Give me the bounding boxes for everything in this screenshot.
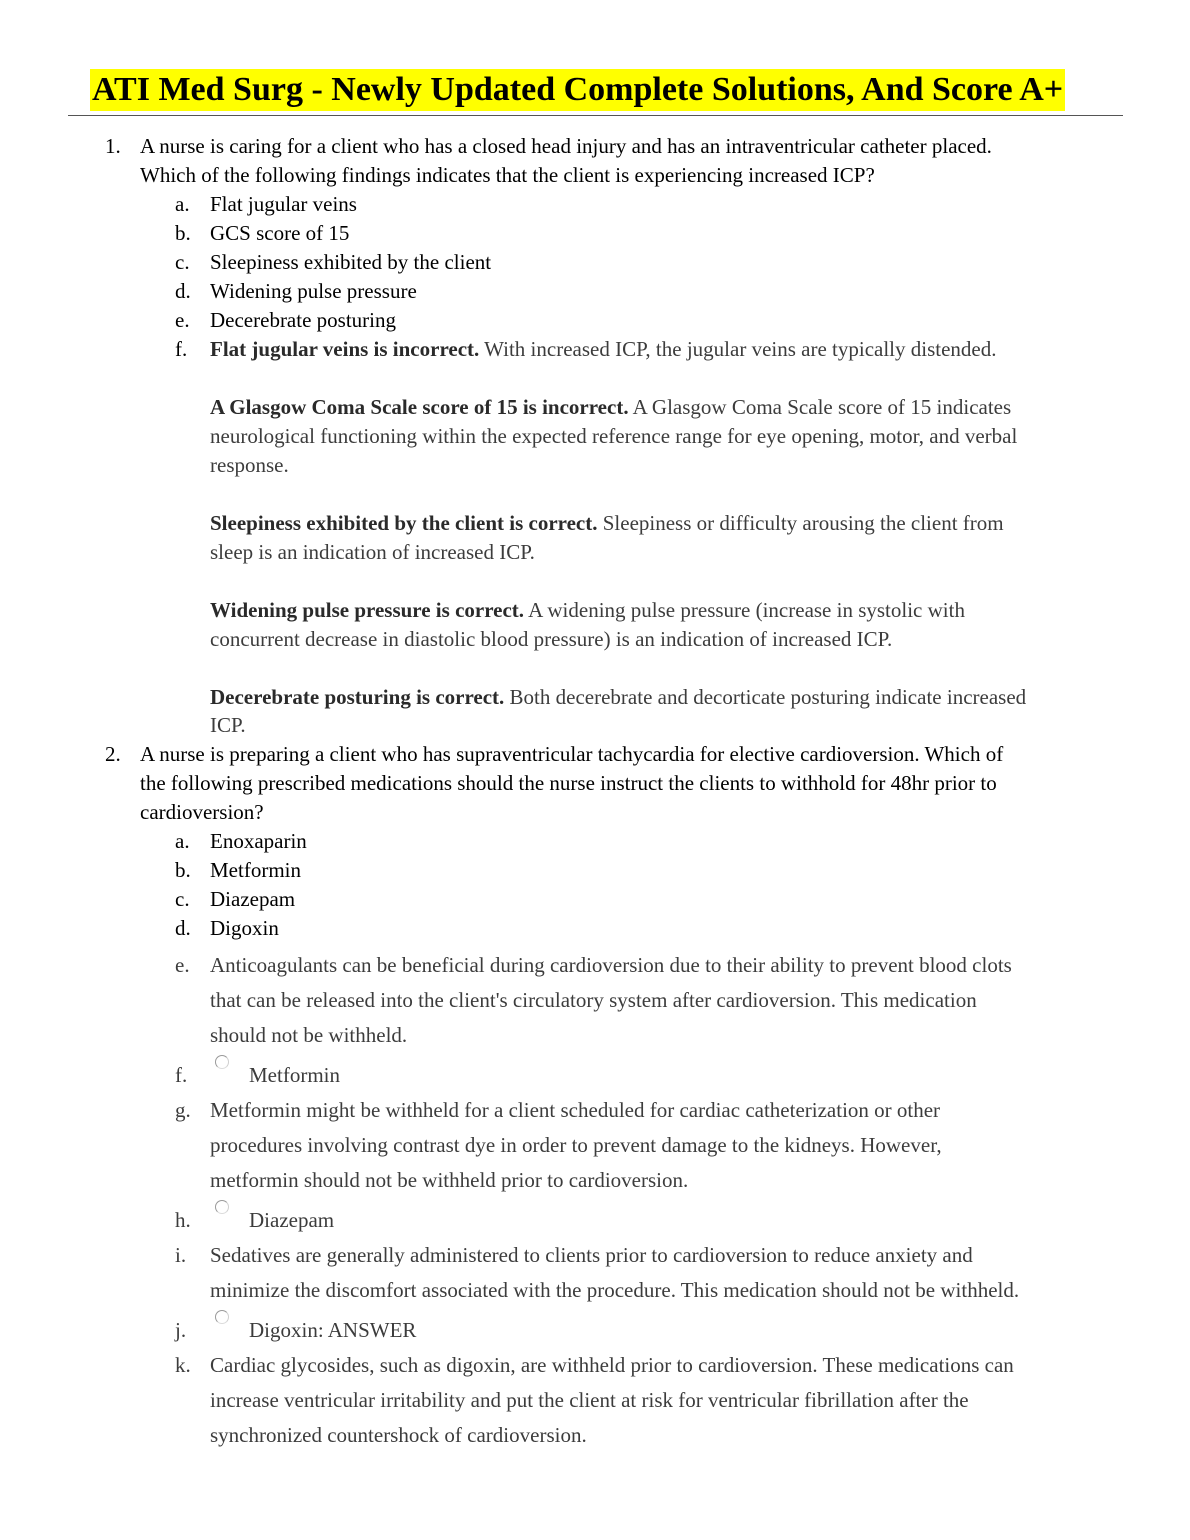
radio-icon [215, 1055, 229, 1069]
question-stem-line: A nurse is caring for a client who has a closed head injury and has an intraventricular catheter placed. [140, 134, 992, 158]
option-text: Flat jugular veins [210, 192, 357, 216]
explanation-text: should not be withheld. [210, 1023, 408, 1047]
option-text: Diazepam [210, 887, 296, 911]
explanation-text: increase ventricular irritability and put the client at risk for ventricular fibrillation after the [210, 1388, 969, 1412]
answer-choice-text: Digoxin: ANSWER [249, 1318, 417, 1342]
option-letter: c. [175, 887, 190, 911]
rationale-verdict: Sleepiness exhibited by the client is correct. [210, 511, 598, 535]
answer-choice-text: Diazepam [249, 1208, 335, 1232]
rationale-line [210, 683, 1026, 711]
question-stem-line: Which of the following findings indicates that the client is experiencing increased ICP? [140, 163, 875, 187]
rationale-line [210, 393, 1011, 421]
option-text: Enoxaparin [210, 829, 307, 853]
question-number: 1. [105, 134, 121, 158]
rationale-text: response. [210, 453, 289, 477]
rationale-verdict: Decerebrate posturing is correct. [210, 685, 505, 709]
option-letter: d. [175, 916, 191, 940]
rationale-text: sleep is an indication of increased ICP. [210, 540, 535, 564]
rationale-letter: f. [175, 337, 188, 361]
option-text: Decerebrate posturing [210, 308, 396, 332]
option-letter: b. [175, 221, 191, 245]
question-stem-line: the following prescribed medications should the nurse instruct the clients to withhold for 48hr prior to [140, 771, 997, 795]
title-divider [68, 115, 1123, 116]
explanation-text: that can be released into the client's circulatory system after cardioversion. This medication [210, 988, 977, 1012]
rationale-text: neurological functioning within the expected reference range for eye opening, motor, and verbal [210, 424, 1018, 448]
explanation-text: synchronized countershock of cardioversion. [210, 1423, 587, 1447]
explanation-text: procedures involving contrast dye in order to prevent damage to the kidneys. However, [210, 1133, 942, 1157]
explanation-text: metformin should not be withheld prior to cardioversion. [210, 1168, 689, 1192]
option-letter: a. [175, 829, 190, 853]
rationale-verdict: Flat jugular veins is incorrect. [210, 337, 480, 361]
rationale-text: Both decerebrate and decorticate posturing indicate increased [504, 685, 1027, 709]
option-letter: b. [175, 858, 191, 882]
rationale-text: concurrent decrease in diastolic blood pressure) is an indication of increased ICP. [210, 627, 893, 651]
explanation-text: Sedatives are generally administered to clients prior to cardioversion to reduce anxiety and [210, 1243, 973, 1267]
item-letter: h. [175, 1208, 191, 1232]
option-letter: c. [175, 250, 190, 274]
rationale-verdict: Widening pulse pressure is correct. [210, 598, 525, 622]
rationale-text: Sleepiness or difficulty arousing the client from [597, 511, 1004, 535]
rationale-text: ICP. [210, 713, 246, 737]
item-letter: e. [175, 953, 190, 977]
option-text: Sleepiness exhibited by the client [210, 250, 492, 274]
rationale-text: A widening pulse pressure (increase in systolic with [524, 598, 965, 622]
rationale-text: With increased ICP, the jugular veins are typically distended. [479, 337, 997, 361]
document-title: ATI Med Surg - Newly Updated Complete Solutions, And Score A+ [90, 69, 1065, 111]
question-number: 2. [105, 742, 121, 766]
explanation-text: Cardiac glycosides, such as digoxin, are withheld prior to cardioversion. These medications can [210, 1353, 1014, 1377]
question-stem-line: A nurse is preparing a client who has supraventricular tachycardia for elective cardioversion. Which of [140, 742, 1004, 766]
rationale-line [210, 335, 997, 363]
rationale-line [210, 596, 965, 624]
answer-choice-text: Metformin [249, 1063, 340, 1087]
item-letter: j. [175, 1318, 187, 1342]
option-letter: e. [175, 308, 190, 332]
explanation-text: Anticoagulants can be beneficial during cardioversion due to their ability to prevent blood clots [210, 953, 1012, 977]
option-text: Widening pulse pressure [210, 279, 417, 303]
rationale-text: A Glasgow Coma Scale score of 15 indicates [628, 395, 1012, 419]
question-stem-line: cardioversion? [140, 800, 264, 824]
option-text: Metformin [210, 858, 301, 882]
option-text: Digoxin [210, 916, 279, 940]
item-letter: g. [175, 1098, 191, 1122]
option-letter: a. [175, 192, 190, 216]
radio-icon [215, 1200, 229, 1214]
explanation-text: Metformin might be withheld for a client scheduled for cardiac catheterization or other [210, 1098, 941, 1122]
rationale-verdict: A Glasgow Coma Scale score of 15 is incorrect. [210, 395, 629, 419]
item-letter: k. [175, 1353, 191, 1377]
item-letter: f. [175, 1063, 188, 1087]
explanation-text: minimize the discomfort associated with the procedure. This medication should not be withheld. [210, 1278, 1020, 1302]
radio-icon [215, 1310, 229, 1324]
rationale-line [210, 509, 1004, 537]
item-letter: i. [175, 1243, 187, 1267]
option-letter: d. [175, 279, 191, 303]
option-text: GCS score of 15 [210, 221, 350, 245]
